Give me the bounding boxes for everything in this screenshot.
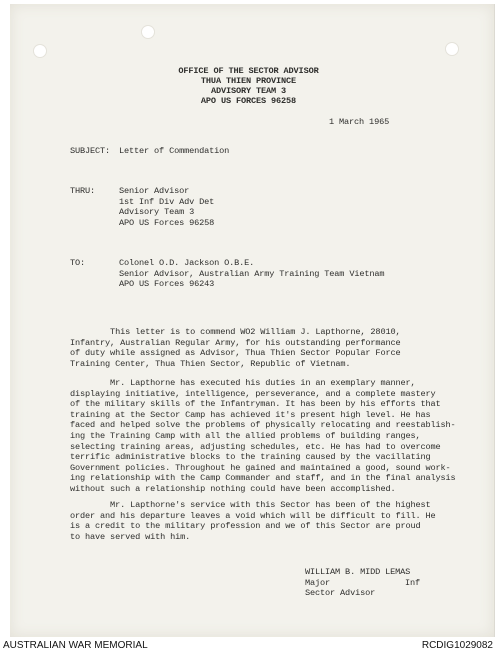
subject-value: Letter of Commendation [119, 146, 230, 156]
to-line: Colonel O.D. Jackson O.B.E. [119, 258, 255, 268]
letterhead [0, 66, 497, 106]
to-line: Senior Advisor, Australian Army Training Team Vietnam [119, 268, 385, 279]
to-address [119, 258, 384, 290]
body-line: ing the Training Camp with all the allied problems of building ranges, [70, 430, 421, 441]
body-paragraph-3 [70, 500, 460, 542]
signature-rank: Major [305, 577, 331, 588]
letterhead-office: OFFICE OF THE SECTOR ADVISOR [178, 66, 319, 76]
to-line: APO US Forces 96243 [119, 279, 215, 290]
thru-line: Senior Advisor [119, 186, 190, 196]
thru-line: Advisory Team 3 [119, 207, 195, 218]
body-line: Infantry, Australian Regular Army, for his outstanding performance [70, 337, 401, 348]
body-line: Government policies. Throughout he gained and maintained a good, sound work- [70, 462, 451, 473]
thru-address [119, 186, 214, 228]
body-line: This letter is to commend WO2 William J. Lapthorne, 28010, [70, 327, 401, 337]
signature-branch: Inf [405, 577, 421, 588]
archive-reference: RCDIG1029082 [421, 640, 493, 651]
thru-line: APO US Forces 96258 [119, 217, 215, 228]
body-line: Mr. Lapthorne's service with this Sector has been of the highest [70, 500, 431, 510]
archive-name: AUSTRALIAN WAR MEMORIAL [3, 640, 148, 651]
body-line: ing relationship with the Camp Commander and staff, and in the final analysis [70, 473, 456, 484]
body-line: to have served with him. [70, 531, 191, 542]
body-line: Mr. Lapthorne has executed his duties in an exemplary manner, [70, 378, 416, 388]
body-line: without such a relationship nothing could have been accomplished. [70, 483, 396, 494]
body-paragraph-1 [70, 327, 460, 369]
letterhead-province: THUA THIEN PROVINCE [200, 76, 297, 86]
thru-label: THRU: [70, 186, 96, 196]
signature-block [305, 567, 420, 599]
subject-label: SUBJECT: [70, 146, 111, 156]
letterhead-apo: APO US FORCES 96258 [200, 96, 297, 106]
body-line: selecting training areas, adjusting schedules, etc. He has had to overcome [70, 441, 441, 452]
letterhead-team: ADVISORY TEAM 3 [210, 86, 287, 96]
body-paragraph-2 [70, 378, 460, 495]
archive-footer [0, 637, 497, 654]
body-line: is a credit to the military profession and we of this Sector are proud [70, 521, 421, 532]
body-line: training at the Sector Camp has achieved it's present high level. He has [70, 409, 431, 420]
body-line: of the military skills of the Infantryman. It has been by his efforts that [70, 399, 441, 410]
punch-hole-top [141, 25, 155, 39]
punch-hole-right [445, 42, 459, 56]
signature-title: Sector Advisor [305, 588, 376, 599]
body-line: displaying initiative, intelligence, perseverance, and a complete mastery [70, 388, 436, 399]
body-line: terrific administrative blocks to the training caused by the vacillating [70, 452, 431, 463]
punch-hole-left [33, 44, 47, 58]
thru-line: 1st Inf Div Adv Det [119, 196, 215, 207]
signature-name: WILLIAM B. MIDD LEMAS [305, 567, 411, 577]
body-line: Training Center, Thua Thien Sector, Republic of Vietnam. [70, 358, 351, 369]
body-line: of duty while assigned as Advisor, Thua Thien Sector Popular Force [70, 348, 401, 359]
body-line: faced and helped solve the problems of physically relocating and reestablish- [70, 420, 456, 431]
letter-date: 1 March 1965 [329, 117, 390, 127]
body-line: order and his departure leaves a void which will be difficult to fill. He [70, 510, 436, 521]
to-label: TO: [70, 258, 86, 268]
